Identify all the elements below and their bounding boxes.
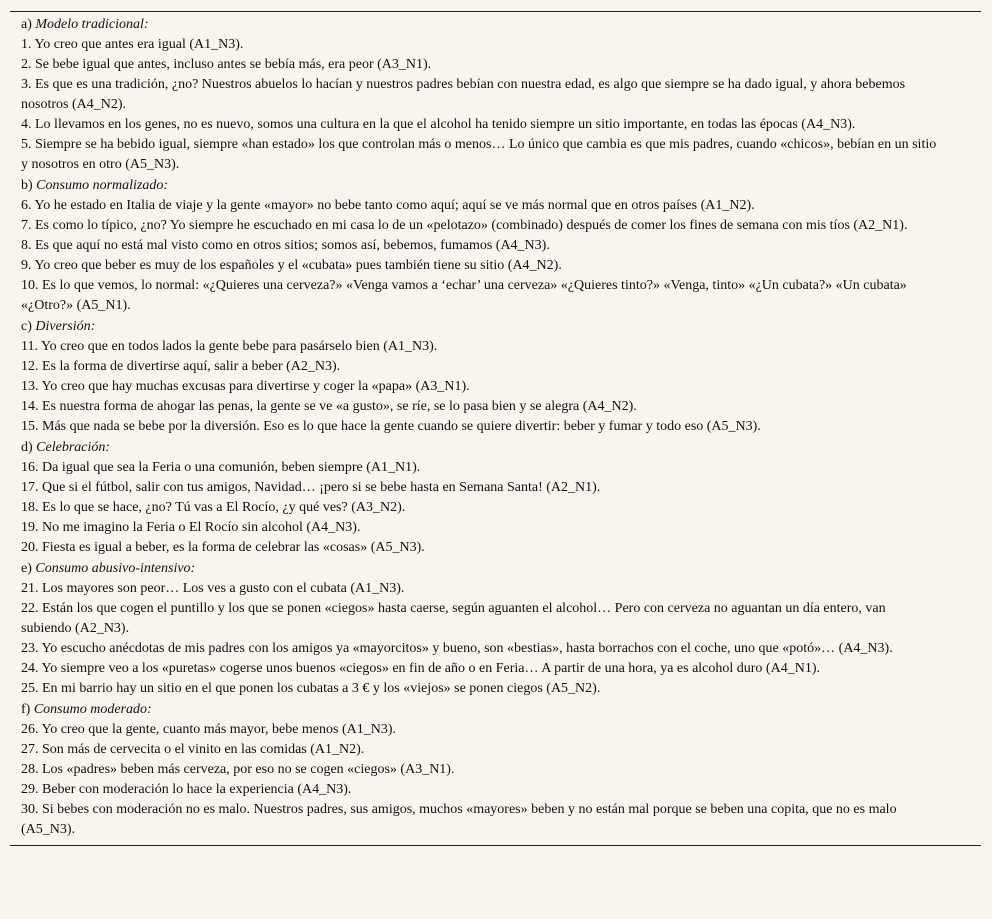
quote-row: 5. Siempre se ha bebido igual, siempre «han estado» los que controlan más o menos… Lo único que cambia es que mis padres, cuando «chicos», bebían en un sitio y nosotros en otro (A5_N3). [21,137,937,172]
quote-row: 7. Es como lo típico, ¿no? Yo siempre he escuchado en mi casa lo de un «pelotazo» (combinado) después de comer los fines de semana con mis tíos (A2_N1). [21,218,908,233]
section-title: Consumo abusivo-intensivo: [35,561,196,576]
quote-row: 16. Da igual que sea la Feria o una comunión, beben siempre (A1_N1). [21,460,421,475]
quote-row: 28. Los «padres» beben más cerveza, por eso no se cogen «ciegos» (A3_N1). [21,762,455,777]
section-title: Modelo tradicional: [35,17,149,32]
section-letter: f) [21,702,31,717]
quote-row: 6. Yo he estado en Italia de viaje y la gente «mayor» no bebe tanto como aquí; aquí se ve más normal que en otros países (A1_N2). [21,198,755,213]
section-header [10,176,981,196]
quote-row: 13. Yo creo que hay muchas excusas para divertirse y coger la «papa» (A3_N1). [21,379,470,394]
quote-row: 30. Si bebes con moderación no es malo. Nuestros padres, sus amigos, muchos «mayores» beben y no están mal porque se beben una copita, que no es malo (A5_N3). [21,802,897,837]
quote-row: 2. Se bebe igual que antes, incluso antes se bebía más, era peor (A3_N1). [21,57,432,72]
quote-row: 14. Es nuestra forma de ahogar las penas, la gente se ve «a gusto», se ríe, se lo pasa bien y se alegra (A4_N2). [21,399,637,414]
quote-row: 27. Son más de cervecita o el vinito en las comidas (A1_N2). [21,742,365,757]
section-header [10,317,981,337]
quote-row: 1. Yo creo que antes era igual (A1_N3). [21,37,244,52]
section-letter: e) [21,561,32,576]
quotes-table [10,11,981,846]
quote-row: 12. Es la forma de divertirse aquí, salir a beber (A2_N3). [21,359,341,374]
section-letter: a) [21,17,32,32]
section-title: Diversión: [35,319,96,334]
quote-row: 15. Más que nada se bebe por la diversión. Eso es lo que hace la gente cuando se quiere divertir: beber y fumar y todo eso (A5_N3). [21,419,761,434]
quote-row: 9. Yo creo que beber es muy de los españoles y el «cubata» pues también tiene su sitio (A4_N2). [21,258,562,273]
quote-row: 11. Yo creo que en todos lados la gente bebe para pasárselo bien (A1_N3). [21,339,438,354]
quote-row: 29. Beber con moderación lo hace la experiencia (A4_N3). [21,782,352,797]
section-letter: b) [21,178,33,193]
quote-row: 26. Yo creo que la gente, cuanto más mayor, bebe menos (A1_N3). [21,722,397,737]
quote-row: 10. Es lo que vemos, lo normal: «¿Quieres una cerveza?» «Venga vamos a ‘echar’ una cerveza» «¿Quieres tinto?» «Venga, tinto» «¿Un cubata?» «Un cubata» «¿Otro?» (A5_N1). [21,278,907,313]
quote-row: 3. Es que es una tradición, ¿no? Nuestros abuelos lo hacían y nuestros padres bebían con nuestra edad, es algo que siempre se ha dado igual, y ahora bebemos nosotros (A4_N2). [21,77,906,112]
section-letter: d) [21,440,33,455]
section-letter: c) [21,319,32,334]
quote-row: 25. En mi barrio hay un sitio en el que ponen los cubatas a 3 € y los «viejos» se ponen ciegos (A5_N2). [21,681,601,696]
quote-row: 20. Fiesta es igual a beber, es la forma de celebrar las «cosas» (A5_N3). [21,540,425,555]
section-header [10,700,981,720]
quote-row: 4. Lo llevamos en los genes, no es nuevo, somos una cultura en la que el alcohol ha tenido siempre un sitio importante, en todas las épocas (A4_N3). [21,117,856,132]
section-header [10,559,981,579]
quote-row: 22. Están los que cogen el puntillo y los que se ponen «ciegos» hasta caerse, según aguanten el alcohol… Pero con cerveza no aguantan un día entero, van subiendo (A2_N3). [21,601,886,636]
quote-row: 17. Que si el fútbol, salir con tus amigos, Navidad… ¡pero si se bebe hasta en Semana Santa! (A2_N1). [21,480,601,495]
section-header [10,15,981,35]
section-title: Consumo moderado: [33,702,152,717]
quote-row: 18. Es lo que se hace, ¿no? Tú vas a El Rocío, ¿y qué ves? (A3_N2). [21,500,406,515]
quote-row: 24. Yo siempre veo a los «puretas» cogerse unos buenos «ciegos» en fin de año o en Feria… A partir de una hora, ya es alcohol duro (A4_N1). [21,661,820,676]
quote-row: 21. Los mayores son peor… Los ves a gusto con el cubata (A1_N3). [21,581,405,596]
quote-row: 19. No me imagino la Feria o El Rocío sin alcohol (A4_N3). [21,520,361,535]
section-title: Consumo normalizado: [36,178,169,193]
section-header [10,438,981,458]
quote-row: 8. Es que aquí no está mal visto como en otros sitios; somos así, bebemos, fumamos (A4_N3). [21,238,550,253]
quote-row: 23. Yo escucho anécdotas de mis padres con los amigos ya «mayorcitos» y bueno, son «bestias», hasta borrachos con el coche, uno que «potó»… (A4_N3). [21,641,893,656]
section-title: Celebración: [36,440,111,455]
